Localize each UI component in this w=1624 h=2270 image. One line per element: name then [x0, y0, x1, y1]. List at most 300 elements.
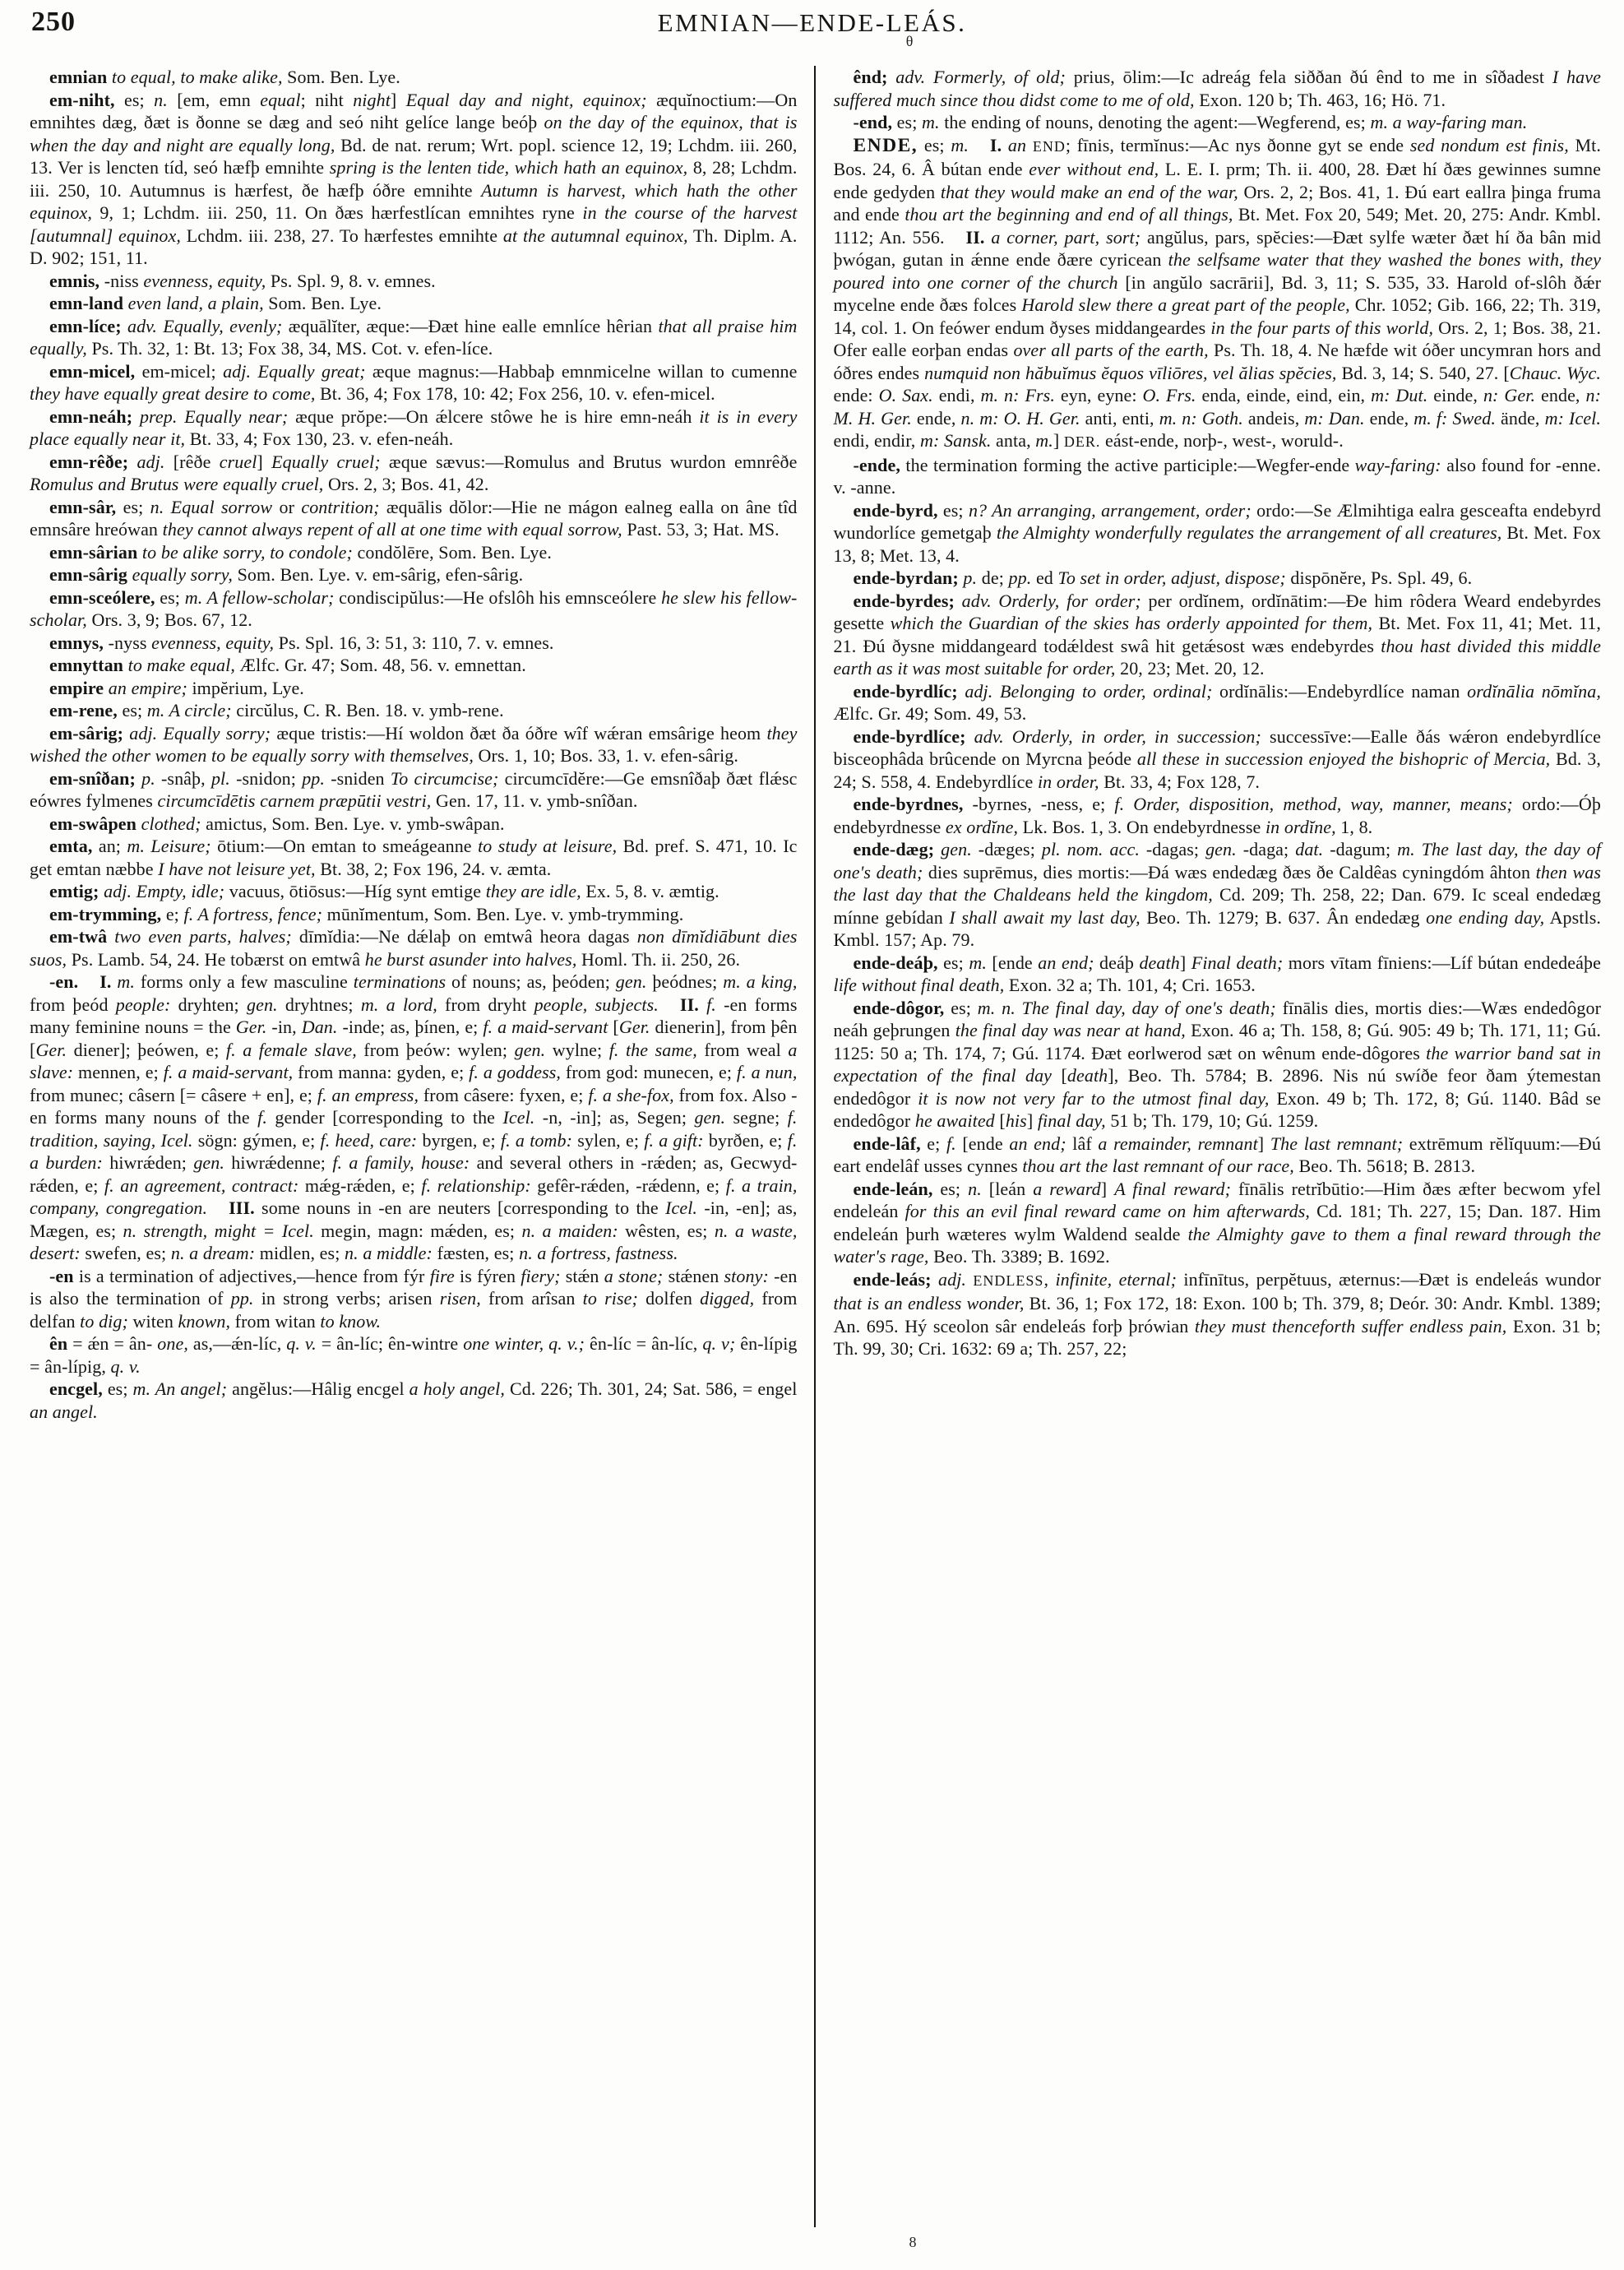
text-segment: Ors. 1, 10; Bos. 33, 1. v. efen-sârig. — [473, 745, 738, 766]
text-segment: one ending day, — [1426, 906, 1545, 928]
text-segment: stǽnen — [663, 1265, 724, 1286]
text-segment: Ors. 3, 9; Bos. 67, 12. — [86, 609, 252, 630]
text-segment: dispōnĕre, Ps. Spl. 49, 6. — [1285, 568, 1473, 588]
text-segment: -en — [49, 1265, 74, 1286]
text-segment: es; — [944, 997, 978, 1018]
text-segment: from delfan — [30, 1288, 798, 1332]
text-segment: -dagas; — [1139, 839, 1206, 859]
text-segment: amictus, Som. Ben. Lye. v. ymb-swâpan. — [201, 813, 505, 834]
dictionary-entry — [834, 793, 1602, 838]
text-segment: Gen. 17, 11. v. ymb-snîðan. — [431, 790, 638, 811]
text-segment: condŏlēre, Som. Ben. Lye. — [352, 541, 552, 563]
dictionary-entry — [30, 405, 798, 451]
text-segment: ende-byrdes; — [853, 590, 955, 611]
text-segment: m. — [951, 134, 969, 155]
text-segment: Equally cruel; — [271, 451, 381, 472]
text-segment: f. — [257, 1107, 267, 1128]
text-segment: [ende — [986, 952, 1039, 973]
dictionary-entry — [30, 292, 798, 315]
text-segment: e; — [920, 1133, 946, 1154]
text-segment: eást-ende, norþ-, west-, woruld-. — [1100, 430, 1344, 451]
text-segment: Bt. Met. Fox 11, 41; Met. 11, 21. Ðú ðysne middangeard todǽldest swâ hit getǽsost wæs endebyrdes — [833, 613, 1601, 656]
text-segment: Bt. 33, 4; Fox 128, 7. — [1099, 771, 1261, 792]
text-segment: [rêðe — [164, 451, 220, 472]
text-segment: also found for -enne. v. -anne. — [833, 454, 1601, 498]
text-segment: then was the last day that the Chaldeans held the kingdom, — [833, 861, 1601, 905]
text-segment: one winter, q. v.; — [463, 1333, 585, 1354]
text-segment: condiscipŭlus:—He ofslôh his emnsceólere — [334, 586, 662, 608]
text-segment: em-trymming, — [49, 903, 162, 924]
text-segment: L. E. I. prm; Th. ii. 400, 28. Ðæt hí ðæs gewinnes sumne ende gedyden — [833, 159, 1601, 202]
text-segment: n. m: O. H. Ger. — [960, 407, 1080, 429]
text-segment: way-faring: — [1354, 454, 1441, 475]
text-segment: Romulus and Brutus were equally cruel, — [30, 474, 324, 494]
dictionary-entry — [30, 699, 798, 722]
text-segment: circumcīdētis carnem præpūtii vestri, — [157, 790, 432, 811]
text-segment: the Almighty gave to them a final reward through the water's rage, — [833, 1223, 1601, 1267]
text-segment: from manna: gyden, e; — [293, 1062, 470, 1082]
text-segment: Cd. 181; Th. 227, 15; Dan. 187. Him endeleán þurh wæteres wylm Waldend sealde — [833, 1201, 1601, 1244]
text-segment: es; — [102, 1378, 133, 1399]
text-segment: emn-land — [49, 293, 124, 313]
text-segment: successīve:—Ealle ðás wǽron endebyrdlíce bisceophâda brûcende on Myrcna þeóde — [833, 725, 1601, 769]
text-segment: fīnālis retrĭbūtio:—Him ðæs æfter becwom yfel endeleán — [833, 1178, 1602, 1221]
text-segment: cruel — [219, 451, 257, 472]
text-segment: To set in order, adjust, dispose; — [1057, 568, 1286, 588]
text-segment: deáþ — [1094, 952, 1140, 973]
text-segment: gen. — [514, 1039, 546, 1060]
text-segment: n. a waste, desert: — [30, 1220, 798, 1263]
text-segment: Ors. 2, 1; Bos. 38, 21. Ofer ealle eorþan endas — [833, 317, 1601, 360]
text-segment: æquālĭter, æque:—Ðæt hine ealle emnlíce hêrian — [282, 315, 659, 336]
text-segment: em-micel; — [135, 360, 224, 382]
text-segment: infīnītus, perpĕtuus, æternus:—Ðæt is endeleás wundor — [1177, 1268, 1601, 1290]
text-segment: enda, einde, eind, ein, — [1196, 385, 1372, 405]
dictionary-entry — [30, 1265, 798, 1333]
text-segment: [in angŭlo sacrārii], Bd. 3, 11; S. 535, 33. Harold of-slôh ðǽr mycelne ende ðæs folces — [833, 271, 1601, 315]
text-segment: emnian — [49, 67, 108, 87]
text-segment: n. — [154, 89, 168, 110]
dictionary-entry — [834, 1268, 1602, 1360]
text-segment: Mt. Bos. 24, 6. Â bútan ende — [833, 134, 1601, 179]
text-segment: ende, — [1364, 407, 1414, 429]
text-segment: adj. Empty, idle; — [99, 881, 225, 901]
text-segment: contrition; — [301, 496, 380, 517]
text-segment: f. tradition, saying, Icel. — [30, 1107, 798, 1151]
text-segment: f. a gift: — [644, 1129, 704, 1151]
dictionary-entry — [30, 767, 798, 813]
text-segment: Som. Ben. Lye. — [263, 293, 382, 313]
text-segment: f. a train, company, congregation. — [30, 1174, 798, 1218]
text-segment: n? An arranging, arrangement, order; — [968, 499, 1252, 521]
text-segment: em-niht, — [49, 89, 115, 110]
text-segment: ; niht — [300, 89, 354, 110]
text-segment: ende-leás; — [853, 1268, 932, 1290]
text-segment: eyn, eyne: — [1054, 385, 1143, 405]
text-segment: Ger. — [35, 1039, 67, 1060]
right-column — [816, 66, 1602, 1360]
dictionary-entry — [30, 541, 798, 564]
text-segment: hiwrǽden; — [102, 1152, 194, 1173]
text-segment: andeis, — [1242, 407, 1305, 429]
text-segment: an; — [92, 836, 127, 856]
text-segment: ōtium:—On emtan to smeágeanne — [211, 836, 479, 856]
text-segment: ] — [1257, 1133, 1270, 1154]
text-segment: terminations — [353, 971, 446, 992]
text-segment: II. — [965, 226, 985, 248]
text-segment: -daga; — [1236, 839, 1296, 859]
text-segment: infinite, eternal; — [1055, 1268, 1178, 1290]
text-segment: f. an agreement, contract: — [104, 1174, 299, 1196]
text-segment: empire — [49, 677, 104, 698]
text-segment: f. Order, disposition, method, way, manner, means; — [1114, 794, 1513, 814]
text-segment: n: Ger. — [1483, 385, 1536, 405]
text-segment: ordo:—Óþ endebyrdnesse — [833, 794, 1601, 837]
text-segment: Ps. Th. 18, 4. Ne hæfde wit óðer uncymran hors and óðres endes — [833, 340, 1602, 383]
text-segment: emn-sârig — [49, 564, 127, 585]
text-segment: es; — [937, 952, 969, 973]
text-segment: two even parts, halves; — [107, 926, 292, 947]
text-segment: n. Equal sorrow — [150, 496, 273, 517]
text-segment: a stone; — [604, 1265, 664, 1286]
text-segment: m. a lord, — [360, 994, 437, 1015]
text-segment: I have suffered much since thou didst come to me of old, — [833, 67, 1601, 110]
text-segment: angĕlus:—Hâlig encgel — [227, 1378, 409, 1399]
text-segment: a remainder, remnant — [1098, 1133, 1258, 1154]
text-segment: Cd. 209; Th. 258, 22; Dan. 679. Ic sceal endedæg mínne gebídan — [833, 884, 1601, 928]
text-segment: anti, enti, — [1080, 407, 1159, 429]
text-segment: ] — [390, 89, 406, 110]
text-segment: prep. Equally near; — [132, 405, 289, 427]
text-segment: Past. 53, 3; Hat. MS. — [622, 519, 780, 540]
text-segment: n. a middle: — [345, 1243, 433, 1263]
dictionary-entry — [834, 590, 1602, 680]
text-segment: es; — [918, 134, 951, 155]
text-segment: to dig; — [80, 1310, 128, 1332]
dictionary-entry — [834, 454, 1602, 499]
text-segment: f. — [946, 1133, 956, 1154]
text-segment: Som. Ben. Lye. v. em-sârig, efen-sârig. — [233, 564, 524, 585]
dictionary-entry — [30, 563, 798, 586]
text-segment: byrðen, e; — [703, 1129, 788, 1151]
text-segment: em-rene, — [49, 700, 118, 720]
text-segment: m. A circle; — [146, 700, 232, 720]
text-segment: they cannot always repent of all at one time with equal sorrow, — [162, 519, 622, 540]
text-segment: ENDE, — [853, 134, 918, 156]
text-segment: m. A fellow-scholar; — [184, 586, 335, 608]
text-segment: [ — [608, 1017, 619, 1037]
text-segment: emn-micel, — [49, 360, 136, 382]
text-segment: which the Guardian of the skies has orderly appointed for them, — [890, 613, 1373, 633]
text-segment: at the autumnal equinox, — [502, 225, 688, 246]
page-header — [31, 7, 1593, 54]
text-segment: and several others in -rǽden; as, Gecwyd-rǽden, e; — [30, 1152, 798, 1196]
text-segment: ordĭnālia nōmĭna, — [1467, 680, 1601, 702]
text-segment: 20, 23; Met. 20, 12. — [1115, 658, 1265, 679]
text-segment: hiwrǽdenne; — [224, 1152, 333, 1173]
text-segment: that they would make an end of the war, — [940, 181, 1238, 202]
text-segment: -byrnes, -ness, e; — [963, 794, 1115, 814]
text-segment: m. a king, — [723, 971, 798, 992]
text-segment: m. n: Frs. — [980, 385, 1055, 405]
text-segment: he slew his fellow-scholar, — [30, 586, 798, 630]
text-segment: es; — [892, 112, 923, 132]
text-segment: a reward — [1033, 1178, 1101, 1199]
text-segment: ordĭnālis:—Endebyrdlíce naman — [1212, 680, 1468, 702]
text-segment: fiery; — [521, 1265, 561, 1286]
text-segment: final day, — [1037, 1110, 1106, 1131]
text-segment: adv. Equally, evenly; — [121, 315, 283, 336]
text-segment: dryhtnes; — [277, 994, 361, 1015]
text-segment: death — [1139, 952, 1180, 973]
text-segment: for this an evil final reward came on him afterwards, — [905, 1201, 1311, 1221]
text-segment: Icel. — [502, 1107, 535, 1128]
dictionary-entry — [834, 997, 1602, 1133]
text-segment: ende-dôgor, — [853, 997, 945, 1018]
text-segment: evenness, equity, — [143, 270, 266, 291]
text-segment: dies suprēmus, dies mortis:—Ðá wæs endedæg ðæs ðe Caldêas cyningdóm âhton — [923, 861, 1536, 883]
text-segment: m: Dut. — [1371, 385, 1428, 405]
text-segment: m. a way-faring man. — [1370, 112, 1528, 132]
text-segment: they have equally great desire to come, — [30, 383, 316, 404]
text-segment: Bt. 36, 1; Fox 172, 18: Exon. 100 b; Th. 379, 8; Deór. 30: Andr. Kmbl. 1389; An. 695. Hý sceolon sâr endeleás forþ þrówian — [833, 1293, 1601, 1337]
text-segment: ed — [1031, 568, 1058, 588]
text-segment: is a termination of adjectives,—hence from fýr — [73, 1265, 430, 1286]
text-segment: sed nondum est finis, — [1409, 134, 1569, 155]
text-segment: gen. — [934, 839, 972, 859]
text-segment: in the four parts of this world, — [1210, 317, 1434, 338]
text-segment: they must thenceforth suffer endless pain, — [1194, 1315, 1507, 1337]
text-segment: thou art the beginning and end of all things, — [905, 204, 1233, 225]
text-segment: Bd. pref. S. 471, 10. Ic get emtan næbbe — [30, 836, 798, 879]
text-segment: f. a female slave, — [225, 1039, 357, 1060]
text-segment: Ger. — [235, 1017, 267, 1037]
text-segment: ende-leán, — [853, 1178, 933, 1199]
text-segment: wylne; — [545, 1039, 609, 1060]
text-segment: æque sævus:—Romulus and Brutus wurdon emnrêðe — [380, 451, 798, 472]
dictionary-entry — [30, 586, 798, 632]
text-segment: sögn: gýmen, e; — [192, 1129, 321, 1151]
text-segment: -snâþ, — [155, 767, 211, 789]
running-head: EMNIAN—ENDE-LEÁS. — [657, 8, 967, 37]
text-segment: diener]; þeówen, e; — [67, 1039, 226, 1060]
text-segment: vacuus, ōtiōsus:—Híg synt emtige — [224, 881, 486, 901]
text-segment: -dagum; — [1323, 839, 1398, 859]
text-segment: Lchdm. iii. 238, 27. To hærfestes emnihte — [180, 225, 503, 246]
text-segment: f. a tomb: — [500, 1129, 573, 1151]
text-segment: thou art the last remnant of our race, — [1022, 1156, 1294, 1176]
text-segment: emn-neáh; — [49, 405, 133, 427]
dictionary-entry — [30, 903, 798, 926]
text-segment: -en. — [49, 971, 79, 992]
text-segment: 9, 1; Lchdm. iii. 250, 11. On ðæs hærfestlícan emnihtes ryne — [91, 202, 583, 223]
text-segment: fire — [429, 1265, 455, 1286]
text-segment: adj. Equally sorry; — [123, 722, 271, 744]
text-segment: O. Frs. — [1142, 385, 1196, 405]
text-segment: Ælfc. Gr. 47; Som. 48, 56. v. emnettan. — [234, 655, 526, 675]
text-segment: f. relationship: — [421, 1174, 531, 1196]
text-segment: 51 b; Th. 179, 10; Gú. 1259. — [1105, 1110, 1319, 1131]
text-segment: to be alike sorry, to condole; — [137, 541, 353, 563]
text-segment: the warrior band sat in expectation of the final day — [833, 1042, 1602, 1086]
text-segment: pl. — [211, 767, 230, 789]
left-column — [30, 66, 814, 1423]
text-segment: gen. — [615, 971, 647, 992]
text-segment: pp. — [1008, 568, 1032, 588]
text-segment: Beo. Th. 3389; B. 1692. — [928, 1246, 1110, 1267]
signature-mark-top-icon: θ — [905, 33, 914, 49]
text-segment: emnys, — [49, 632, 104, 653]
dictionary-entry — [30, 1378, 798, 1423]
text-segment: Ors. 2, 3; Bos. 41, 42. — [323, 474, 489, 494]
text-segment: dienerin], from þên [ — [30, 1017, 798, 1060]
text-segment: m. The last day, the day of one's death; — [833, 839, 1601, 883]
text-segment: numquid non hăbuĭmus ĕquos vīliōres, vel ălias spĕcies, — [924, 362, 1337, 383]
text-segment: -sniden — [325, 767, 391, 789]
text-segment: pl. nom. acc. — [1041, 839, 1140, 859]
text-segment: f. a family, house: — [332, 1152, 470, 1173]
dictionary-entry — [834, 567, 1602, 590]
text-segment: n. strength, might = Icel. — [123, 1220, 314, 1241]
text-segment: m. Leisure; — [127, 836, 211, 856]
text-segment: es; — [114, 89, 155, 110]
text-segment: p. — [135, 767, 155, 789]
text-segment: in ordĭne, — [1265, 816, 1336, 837]
text-segment: f. the same, — [608, 1039, 697, 1060]
dictionary-entry — [30, 632, 798, 655]
text-segment: Exon. 120 b; Th. 463, 16; Hö. 71. — [1194, 89, 1446, 110]
text-segment: DER. — [1063, 433, 1101, 450]
text-segment: from þeów: wylen; — [356, 1039, 515, 1060]
text-segment: is fýren — [454, 1265, 521, 1286]
text-segment: gefêr-rǽden, -rǽdenn, e; — [530, 1174, 726, 1196]
text-segment: Autumn is harvest, which hath the other equinox, — [30, 179, 798, 223]
text-segment: gen. — [694, 1107, 726, 1128]
text-segment: thou hast divided this middle earth as it was most suitable for order, — [833, 635, 1602, 679]
text-segment: Chr. 1052; Gib. 166, 22; Th. 319, 14, col. 1. On feówer endum ðyses middangeardes — [833, 294, 1602, 338]
text-segment: Bt. 33, 4; Fox 130, 23. v. efen-neáh. — [185, 429, 454, 449]
text-segment: To circumcise; — [390, 767, 499, 789]
text-segment: night — [353, 89, 391, 110]
text-segment: people, subjects. — [534, 994, 659, 1015]
text-segment: encgel, — [49, 1378, 103, 1399]
text-segment: gen. — [1205, 839, 1237, 859]
text-segment: an — [1007, 134, 1027, 155]
text-segment: anta, — [991, 430, 1036, 451]
text-segment: e; — [161, 903, 184, 924]
text-segment: fæsten, es; — [432, 1243, 520, 1263]
dictionary-entry — [30, 813, 798, 836]
text-segment: em-sârig; — [49, 722, 124, 744]
text-segment: ende: — [833, 385, 879, 405]
text-segment: even land, a plain, — [123, 293, 264, 313]
text-segment: Beo. Th. 5618; B. 2813. — [1293, 1156, 1476, 1176]
text-segment: mors vītam fīniens:—Líf bútan endedeáþe — [1283, 952, 1601, 973]
text-segment: on the day of the equinox, that is when the day and night are equally long, — [30, 112, 798, 155]
text-segment: n. a dream: — [170, 1243, 256, 1263]
text-columns — [30, 66, 1601, 2227]
text-segment: Som. Ben. Lye. — [282, 67, 400, 87]
text-segment: ende-byrd, — [853, 499, 938, 521]
dictionary-entry — [30, 722, 798, 767]
text-segment: ; fīnis, termĭnus:—Ac nys ðonne gyt se ende — [1065, 134, 1410, 155]
text-segment: ever without end, — [1029, 159, 1159, 179]
text-segment: f. a goddess, — [469, 1062, 562, 1082]
text-segment: as,—ǽn-líc, — [187, 1333, 287, 1354]
text-segment: Ælfc. Gr. 49; Som. 49, 53. — [833, 703, 1027, 724]
text-segment: from arîsan — [480, 1288, 583, 1309]
text-segment: or — [272, 496, 302, 517]
text-segment: known, — [178, 1310, 231, 1332]
text-segment: all these in succession enjoyed the bishopric of Mercia, — [1136, 748, 1551, 769]
text-segment: pp. — [302, 767, 325, 789]
text-segment: ] — [1179, 952, 1191, 973]
text-segment: adv. Formerly, of old; — [887, 67, 1066, 87]
text-segment: from fox. Also -en forms many nouns of the — [30, 1084, 798, 1128]
text-segment: equal — [260, 89, 301, 110]
text-segment: an angel. — [30, 1401, 98, 1422]
text-segment: Ps. Spl. 9, 8. v. emnes. — [266, 270, 436, 291]
text-segment: his — [1005, 1110, 1027, 1131]
text-segment: from dryht — [437, 994, 534, 1015]
text-segment: wêsten, es; — [618, 1220, 715, 1241]
text-segment: Exon. 46 a; Th. 158, 8; Gú. 905: 49 b; Th. 171, 11; Gú. 1125: 50 a; Th. 174, 7; Gú. 1174. Ðæt eorlwerod sæt on wênum ende-dôgores — [833, 1020, 1601, 1063]
text-segment: adj. Belonging to order, ordinal; — [957, 680, 1213, 702]
text-segment: emn-rêðe; — [49, 451, 129, 472]
text-segment: f. a burden: — [30, 1129, 798, 1173]
text-segment: prius, ōlim:—Ic adreág fela siððan ðú ênd to me in sîðadest — [1065, 67, 1552, 87]
text-segment: to study at leisure, — [478, 836, 618, 856]
text-segment: midlen, es; — [255, 1243, 345, 1263]
text-segment: lâf — [1066, 1133, 1099, 1154]
text-segment: es; — [116, 496, 150, 517]
text-segment: of nouns; as, þeóden; — [446, 971, 616, 992]
text-segment: n. — [968, 1178, 982, 1199]
text-segment: f. A fortress, fence; — [183, 903, 323, 924]
text-segment: = ân-líc; ên-wintre — [316, 1333, 464, 1354]
text-segment: per ordĭnem, ordĭnātim:—Ðe him rôdera Weard endebyrdes gesette — [833, 590, 1602, 633]
text-segment: -dæges; — [971, 839, 1042, 859]
text-segment: m: Icel. — [1544, 407, 1601, 429]
text-segment: Exon. 49 b; Th. 172, 8; Gú. 1140. Bâd se endedôgor — [833, 1087, 1602, 1131]
dictionary-entry — [30, 451, 798, 496]
text-segment: em-snîðan; — [49, 767, 136, 789]
text-segment: æque prŏpe:—On ǽlcere stôwe he is hire emn-neáh — [288, 405, 700, 427]
text-segment: evenness, equity, — [151, 632, 275, 653]
text-segment: Icel. — [665, 1198, 698, 1218]
text-segment: ] — [1026, 1110, 1038, 1131]
dictionary-entry — [30, 315, 798, 360]
text-segment: q. v; — [702, 1333, 736, 1354]
text-segment: m. n: Goth. — [1159, 407, 1243, 429]
text-segment: æque magnus:—Habbaþ emnmicelne willan to cumenne — [365, 360, 798, 382]
text-segment: The last remnant; — [1270, 1133, 1404, 1154]
text-segment: gen. — [193, 1152, 224, 1173]
text-segment: Ps. Spl. 16, 3: 51, 3: 110, 7. v. emnes. — [274, 632, 554, 653]
dictionary-entry — [834, 680, 1602, 725]
text-segment: segne; — [725, 1107, 788, 1128]
dictionary-entry — [30, 971, 798, 1265]
text-segment: m. n. The final day, day of one's death; — [977, 997, 1276, 1018]
text-segment: 8, 28; Lchdm. iii. 250, 10. Autumnus is hærfest, ðe hæfþ óðre emnihte — [30, 157, 798, 201]
text-segment: [leán — [981, 1178, 1034, 1199]
text-segment: [ende — [955, 1133, 1010, 1154]
dictionary-entry — [30, 835, 798, 880]
text-segment: Bt. Met. Fox 20, 549; Met. 20, 275: Andr. Kmbl. 1112; An. 556. — [833, 204, 1601, 248]
text-segment: Equal day and night, equinox; — [405, 89, 647, 110]
dictionary-entry — [834, 499, 1602, 568]
text-segment: Homl. Th. ii. 250, 26. — [576, 948, 741, 970]
